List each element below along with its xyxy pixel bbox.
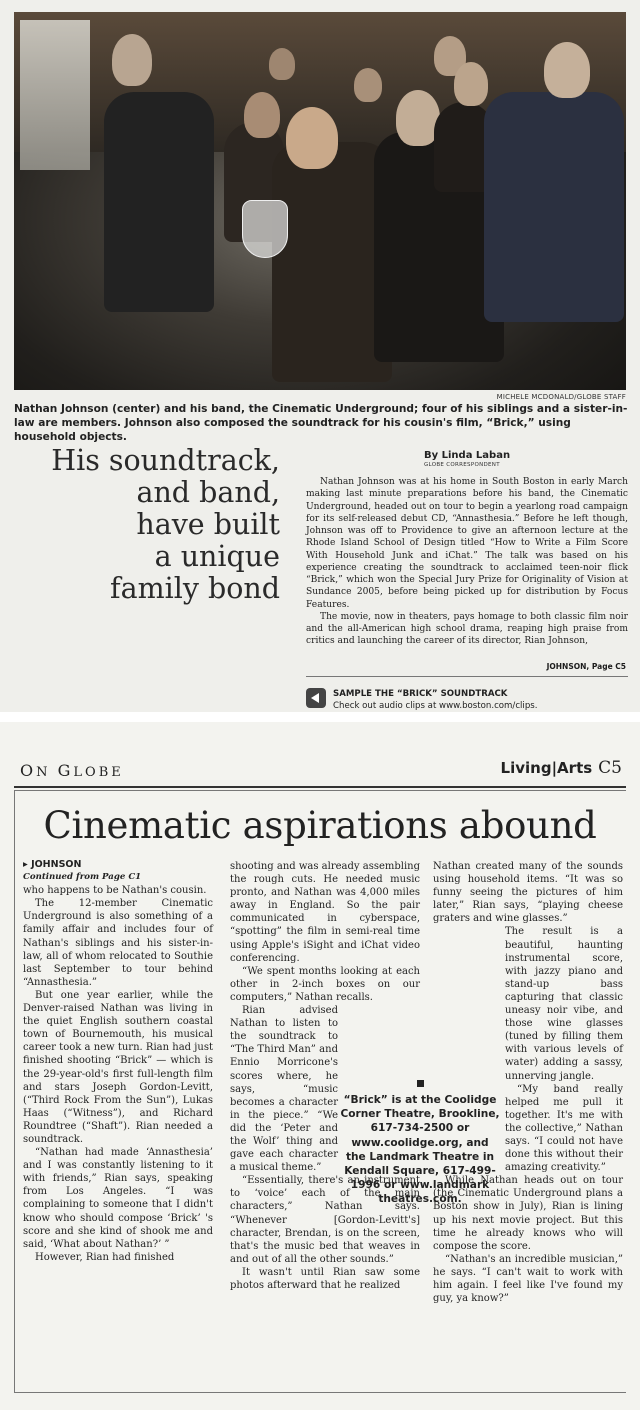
headline-line: His soundtrack, <box>51 444 280 477</box>
divider <box>14 786 626 788</box>
byline: By Linda Laban <box>424 450 511 461</box>
jump-headline: Cinematic aspirations abound <box>43 804 597 847</box>
story-lead <box>306 476 628 648</box>
photo-credit: MICHELE MCDONALD/GLOBE STAFF <box>496 393 626 401</box>
photo-caption: Nathan Johnson (center) and his band, the Cinematic Underground; four of his siblings and a sister-in-law are members. Johnson also composed the soundtrack for his cousin's film, “Brick,” using household objects. <box>14 403 628 443</box>
headline-line: have built <box>136 508 280 541</box>
article-column-2 <box>230 860 420 1292</box>
section-header <box>501 758 622 778</box>
bullet-icon <box>417 1080 424 1087</box>
article-paragraph: shooting and was already assembling the rough cuts. He needed music pronto, and Nathan was 4,000 miles away in England. So the pair communicated in cyberspace, “spotting” the film in semi-real time using Apple's iSight and iChat video conferencing. <box>230 861 420 964</box>
article-column-1 <box>23 858 213 1264</box>
divider <box>14 790 15 1392</box>
feature-headline <box>30 445 280 605</box>
article-paragraph: “My band really helped me pull it together. It's me with the collective,” Nathan says. “I could not have done this without their amazing creativity.” <box>505 1083 623 1174</box>
showtimes-text: “Brick” is at the Coolidge Corner Theatre, Brookline, 617-734-2500 or www.coolidge.org, and the Landmark Theatre in Kendall Square, 617-499-1996 or www.landmark theatres.com. <box>340 1094 500 1206</box>
divider <box>306 676 628 677</box>
sample-link-text: Check out audio clips at www.boston.com/clips. <box>333 701 538 711</box>
section-label: ON GLOBE <box>20 761 124 780</box>
article-paragraph: who happens to be Nathan's cousin. <box>23 885 207 897</box>
story-paragraph: Nathan Johnson was at his home in South Boston in early March making last minute preparations before his band, the Cinematic Underground, headed out on tour to begin a yearlong road campaign for its self-released debut CD, “Annasthesia.” Before he left though, Johnson was off to Providence to give an afternoon lecture at the Rhode Island School of Design titled “How to Write a Film Score With Household Junk and iChat.” The talk was based on his experience creating the soundtrack to acclaimed teen-noir flick “Brick,” which won the Special Jury Prize for Originality of Vision at Sundance 2005, before being picked up for distribution by Focus Features. <box>306 477 628 610</box>
article-paragraph: It wasn't until Rian saw some photos afterward that he realized <box>230 1266 420 1291</box>
headline-line: family bond <box>110 572 280 605</box>
band-photo <box>14 12 626 390</box>
article-column-3 <box>433 860 623 1305</box>
page-number: C5 <box>598 758 622 778</box>
article-paragraph: “We spent months looking at each other in 2-inch boxes on our computers,” Nathan recalls. <box>230 965 420 1003</box>
headline-line: a unique <box>154 540 280 573</box>
story-paragraph: The movie, now in theaters, pays homage to both classic film noir and the all-American high school drama, reaping high praise from critics and launching the career of its director, Rian Johnson, <box>306 611 628 647</box>
article-paragraph: While Nathan heads out on tour (the Cinematic Underground plans a Boston show in July), Rian is lining up his next movie project. But this time he already knows who will compose the score. <box>433 1175 623 1252</box>
article-paragraph: “Nathan's an incredible musician,” he says. “I can't wait to work with him again. I feel like I've found my guy, ya know?” <box>433 1253 623 1305</box>
article-paragraph: But one year earlier, while the Denver-raised Nathan was living in the quiet English southern coastal town of Bournemouth, his musical career took a new turn. Rian had just finished shooting “Brick” — which is the 29-year-old's first full-length film and stars Joseph Gordon-Levitt, (“Third Rock From the Sun”), Lukas Haas (“Witness”), and Richard Roundtree (“Shaft”). Rian needed a soundtrack. <box>23 989 213 1145</box>
article-paragraph: Nathan created many of the sounds using household items. “It was so funny seeing the pictures of him later,” Rian says, “playing cheese graters and wine glasses.” <box>433 861 623 925</box>
jump-line: JOHNSON, Page C5 <box>546 662 626 671</box>
byline-title: GLOBE CORRESPONDENT <box>424 462 500 468</box>
continued-label: Continued from Page C1 <box>23 872 142 883</box>
jump-head: ▸ JOHNSON <box>23 859 82 870</box>
speaker-icon <box>306 688 326 708</box>
sample-title: SAMPLE THE “BRICK” SOUNDTRACK <box>333 689 508 699</box>
article-paragraph: Rian advised Nathan to listen to the soundtrack to “The Third Man” and Ennio Morricone's scores where, he says, “music becomes a character in the piece.” “We did the ‘Peter and the Wolf’ thing and gave each character a musical theme.” <box>230 1005 338 1174</box>
divider <box>14 1392 626 1393</box>
article-paragraph: “Essentially, there's an instrument to ‘voice’ each of the main characters,” Nathan says. “Whenever [Gordon-Levitt's] character, Brendan, is on the screen, that's the music bed that weaves in and out of all the other sounds.” <box>230 1175 420 1265</box>
article-paragraph: However, Rian had finished <box>35 1251 175 1263</box>
article-paragraph: “Nathan had made ‘Annasthesia’ and I was constantly listening to it with friends,” Rian says, speaking from Los Angeles. “I was complaining to someone that I didn't know who should compose ‘Brick’ 's score and she kind of shook me and said, ‘What about Nathan?’ ” <box>23 1147 213 1250</box>
article-paragraph: The 12-member Cinematic Underground is also something of a family affair and includes four of Nathan's siblings and his sister-in-law, all of whom relocated to Southie last September to tour behind “Annasthesia.” <box>23 898 213 988</box>
headline-line: and band, <box>136 476 280 509</box>
divider <box>14 790 626 791</box>
article-paragraph: The result is a beautiful, haunting instrumental score, with jazzy piano and stand-up bass capturing that classic uneasy noir vibe, and those wine glasses (tuned by filling them with various levels of water) adding a sassy, unnerving jangle. <box>505 926 623 1082</box>
section-name: Living|Arts <box>500 759 593 777</box>
